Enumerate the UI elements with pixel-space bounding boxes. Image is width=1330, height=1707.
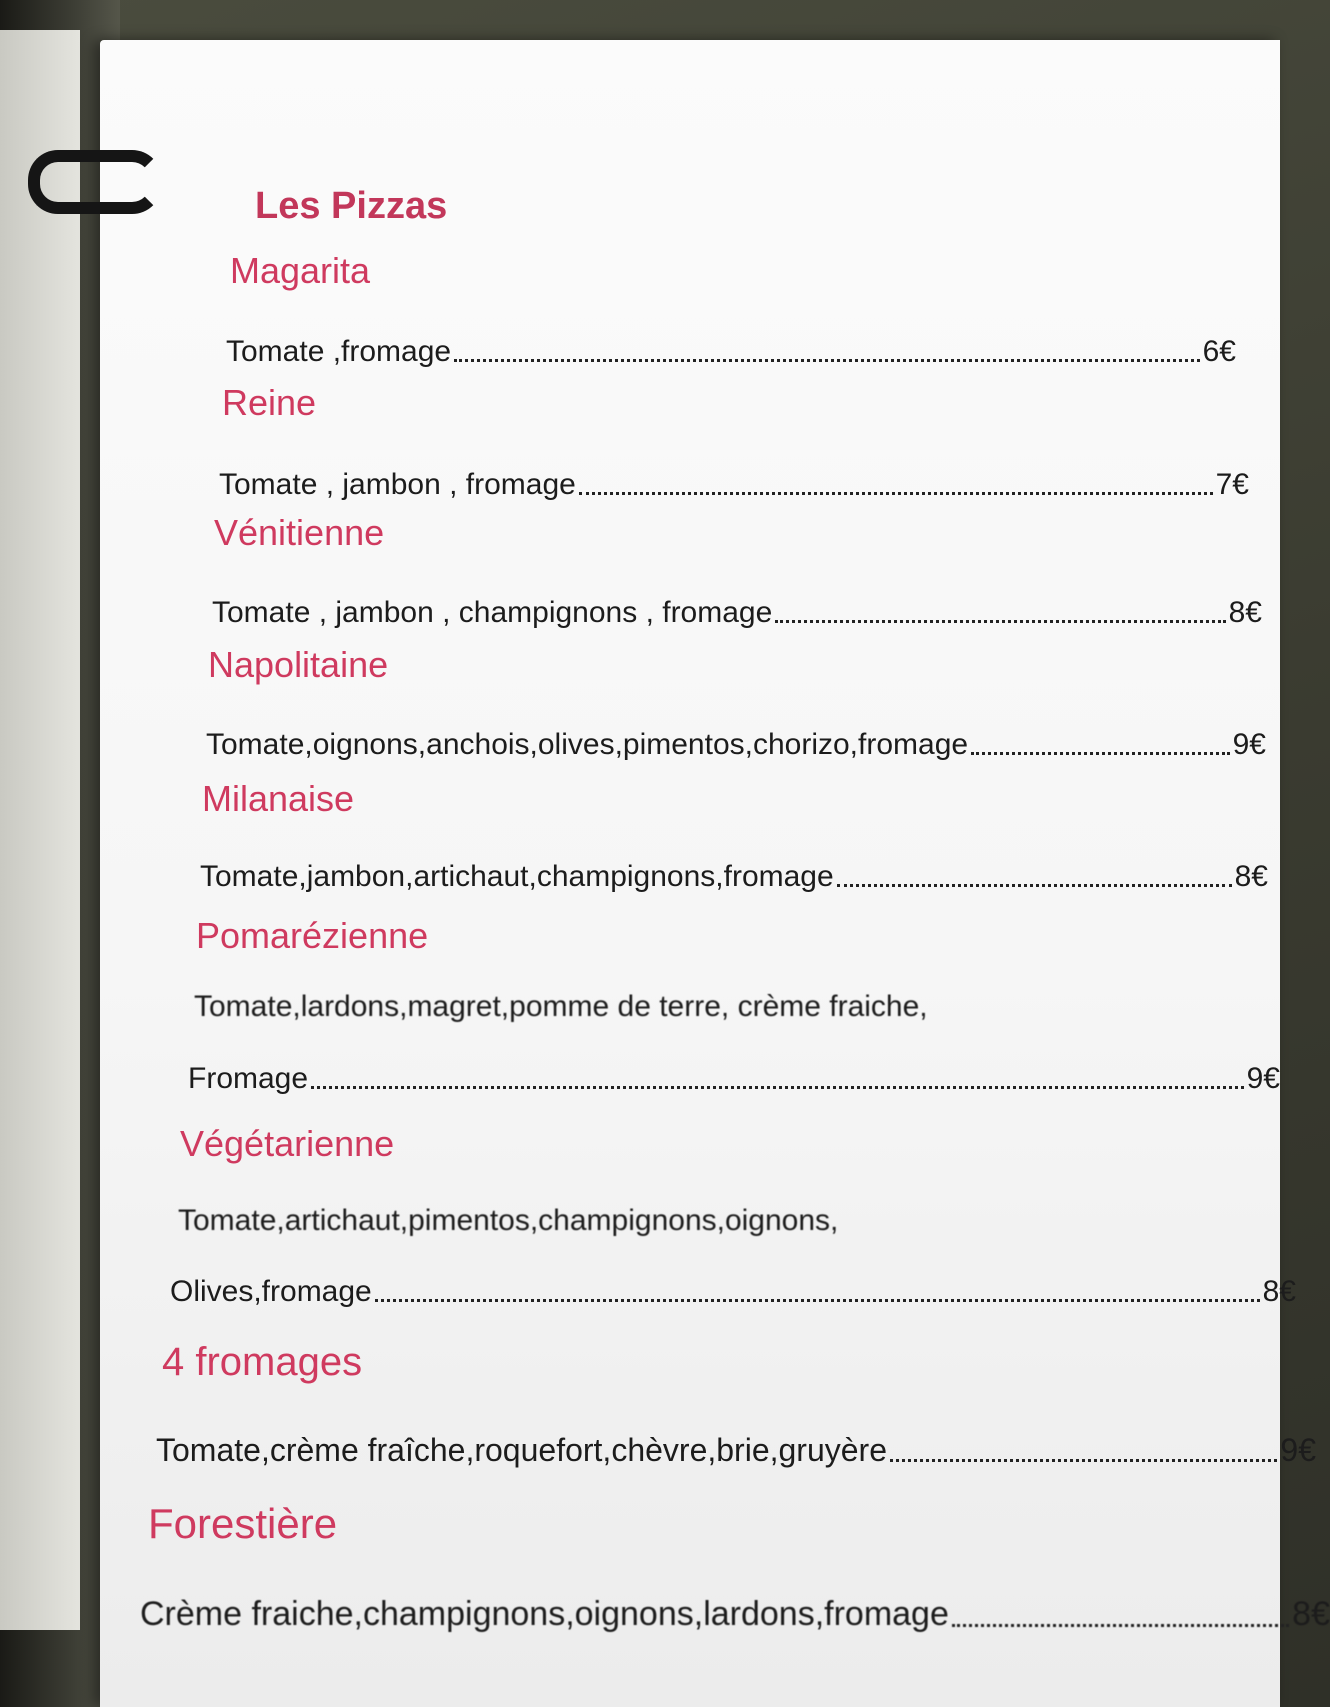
pizza-name: Végétarienne — [180, 1123, 395, 1164]
pizza-ingredients: Tomate,crème fraîche,roquefort,chèvre,brie,gruyère — [156, 1432, 887, 1468]
leader-dots — [311, 1086, 1244, 1089]
pizza-ingredients-line1: Tomate,lardons,magret,pomme de terre, crème fraiche, — [194, 990, 928, 1023]
back-page — [0, 30, 80, 1630]
leader-dots — [375, 1299, 1260, 1302]
pizza-description-row — [188, 1062, 1280, 1096]
pizza-description-row — [140, 1595, 1330, 1634]
pizza-ingredients: Fromage — [188, 1062, 309, 1095]
pizza-ingredients: Crème fraiche,champignons,oignons,lardons,fromage — [140, 1595, 949, 1633]
leader-dots — [775, 620, 1225, 623]
pizza-price: 9€ — [1246, 1062, 1280, 1095]
pizza-description-row — [156, 1432, 1316, 1469]
pizza-name: Reine — [222, 382, 317, 423]
pizza-description-row — [200, 860, 1268, 894]
pizza-ingredients: Olives,fromage — [170, 1275, 372, 1308]
pizza-ingredients: Tomate , jambon , champignons , fromage — [212, 596, 773, 629]
pizza-price: 8€ — [1292, 1595, 1330, 1633]
pizza-description-row — [206, 728, 1266, 762]
pizza-description-row — [226, 335, 1236, 369]
pizza-name: Pomarézienne — [196, 915, 429, 956]
pizza-ingredients: Tomate ,fromage — [226, 335, 452, 368]
pizza-price: 8€ — [1228, 596, 1262, 629]
leader-dots — [837, 884, 1232, 887]
pizza-price: 8€ — [1262, 1275, 1296, 1308]
leader-dots — [579, 492, 1213, 495]
pizza-price: 9€ — [1232, 728, 1266, 761]
pizza-name: Forestière — [148, 1500, 338, 1547]
binder-ring-icon — [28, 150, 162, 214]
pizza-description-row — [219, 468, 1249, 502]
pizza-name: Vénitienne — [214, 512, 385, 553]
pizza-ingredients: Tomate,jambon,artichaut,champignons,fromage — [200, 860, 834, 893]
pizza-price: 7€ — [1215, 468, 1249, 501]
pizza-description-row — [212, 596, 1262, 630]
leader-dots — [952, 1624, 1289, 1627]
pizza-price: 8€ — [1234, 860, 1268, 893]
menu-page — [100, 40, 1330, 1707]
pizza-price: 9€ — [1280, 1432, 1316, 1468]
leader-dots — [971, 752, 1230, 755]
pizza-price: 6€ — [1202, 335, 1236, 368]
pizza-ingredients-line1: Tomate,artichaut,pimentos,champignons,oignons, — [178, 1204, 839, 1237]
pizza-ingredients: Tomate,oignons,anchois,olives,pimentos,chorizo,fromage — [206, 728, 969, 761]
leader-dots — [454, 359, 1200, 362]
pizza-name: Napolitaine — [208, 644, 389, 685]
pizza-name: Milanaise — [202, 778, 355, 819]
menu-title: Les Pizzas — [255, 185, 448, 227]
pizza-description-row — [170, 1275, 1296, 1309]
pizza-name: 4 fromages — [162, 1340, 363, 1384]
leader-dots — [890, 1459, 1277, 1462]
pizza-name: Magarita — [230, 250, 371, 291]
pizza-ingredients: Tomate , jambon , fromage — [219, 468, 576, 501]
